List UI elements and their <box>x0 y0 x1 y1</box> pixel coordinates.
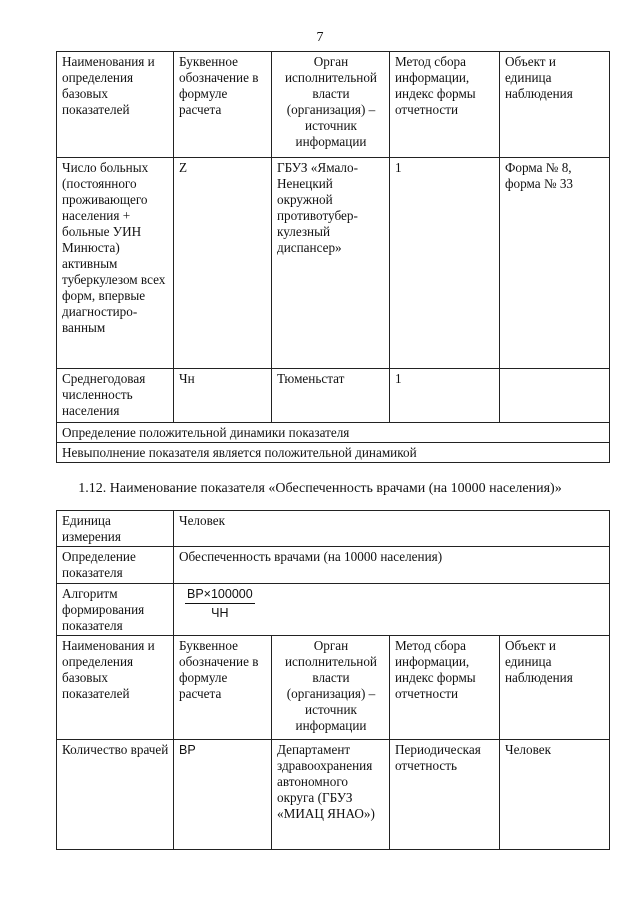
header-cell: Объект и единица наблюдения <box>500 52 610 158</box>
page-number: 7 <box>316 30 324 45</box>
table-cell: Число больных (постоянного проживающего населения + больные УИН Минюста) активным туберкулезом всех форм, впервые диагностиро-ванным <box>57 158 174 369</box>
header-cell: Буквенное обозначение в формуле расчета <box>174 636 272 740</box>
table-row <box>57 158 610 369</box>
failure-cell: Невыполнение показателя является положительной динамикой <box>57 443 610 463</box>
definition-row <box>57 547 610 584</box>
table-cell: Человек <box>500 740 610 850</box>
formula-fraction <box>185 586 255 621</box>
definition-label: Определение показателя <box>57 547 174 584</box>
header-cell: Орган исполнительной власти (организация) – источник информации <box>272 52 390 158</box>
formula-numerator: ВР×100000 <box>185 586 255 604</box>
table-cell <box>500 369 610 423</box>
algorithm-label: Алгоритм формирования показателя <box>57 584 174 636</box>
unit-row <box>57 511 610 547</box>
table-header-row <box>57 636 610 740</box>
table-cell: Чн <box>174 369 272 423</box>
table-cell: Z <box>174 158 272 369</box>
table-cell: ГБУЗ «Ямало-Ненецкий окружной противотубер-кулезный диспансер» <box>272 158 390 369</box>
definition-value: Обеспеченность врачами (на 10000 населения) <box>174 547 610 584</box>
section-heading: 1.12. Наименование показателя «Обеспеченность врачами (на 10000 населения)» <box>78 481 562 496</box>
table-cell: Количество врачей <box>57 740 174 850</box>
table-cell: Среднегодовая численность населения <box>57 369 174 423</box>
algorithm-row <box>57 584 610 636</box>
dynamics-row <box>57 423 610 443</box>
table-cell: ВР <box>174 740 272 850</box>
header-cell: Орган исполнительной власти (организация) – источник информации <box>272 636 390 740</box>
header-cell: Наименования и определения базовых показателей <box>57 52 174 158</box>
table-cell: Департамент здравоохранения автономного округа (ГБУЗ «МИАЦ ЯНАО») <box>272 740 390 850</box>
header-cell: Объект и единица наблюдения <box>500 636 610 740</box>
table-row <box>57 369 610 423</box>
table-cell: Периодическая отчетность <box>390 740 500 850</box>
algorithm-formula <box>174 584 610 636</box>
base-indicators-table-1 <box>56 51 610 463</box>
failure-row <box>57 443 610 463</box>
formula-denominator: ЧН <box>211 606 229 620</box>
header-cell: Наименования и определения базовых показателей <box>57 636 174 740</box>
unit-value: Человек <box>174 511 610 547</box>
header-cell: Метод сбора информации, индекс формы отчетности <box>390 52 500 158</box>
table-header-row <box>57 52 610 158</box>
table-cell: Тюменьстат <box>272 369 390 423</box>
indicator-table-2 <box>56 510 610 850</box>
table-cell: Форма № 8, форма № 33 <box>500 158 610 369</box>
table-cell: 1 <box>390 369 500 423</box>
dynamics-cell: Определение положительной динамики показателя <box>57 423 610 443</box>
header-cell: Метод сбора информации, индекс формы отчетности <box>390 636 500 740</box>
table-cell: 1 <box>390 158 500 369</box>
unit-label: Единица измерения <box>57 511 174 547</box>
header-cell: Буквенное обозначение в формуле расчета <box>174 52 272 158</box>
table-row <box>57 740 610 850</box>
